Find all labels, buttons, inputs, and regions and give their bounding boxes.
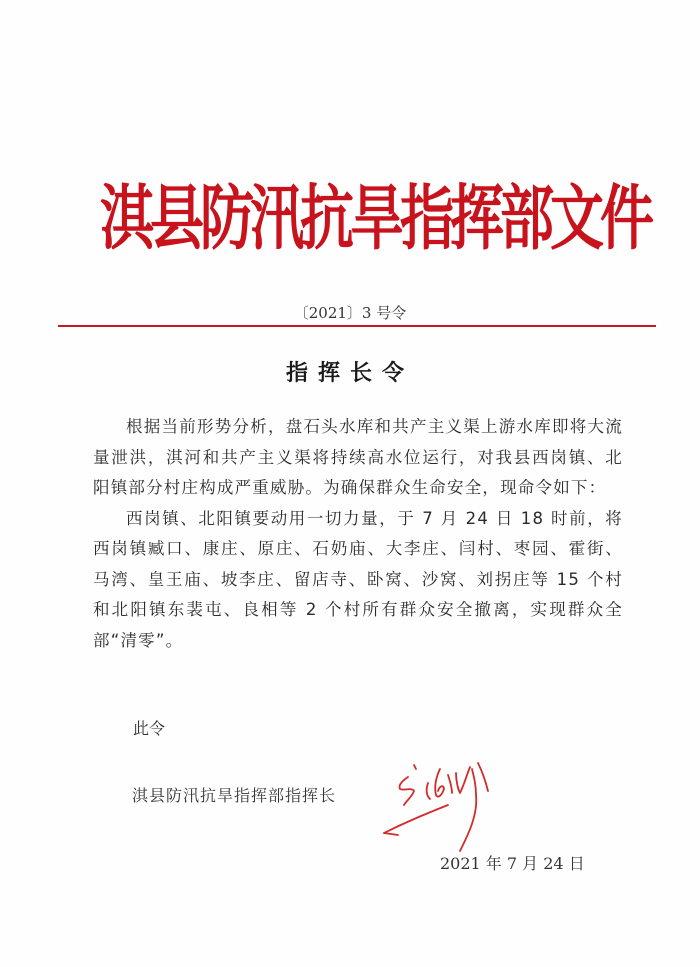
order-title: 指挥长令 — [285, 360, 414, 386]
order-body — [93, 412, 623, 656]
header-divider — [58, 325, 656, 327]
closing-text: 此令 — [133, 719, 166, 738]
document-number: 〔2021〕3 号令 — [293, 304, 407, 322]
body-paragraph: 根据当前形势分析，盘石头水库和共产主义渠上游水库即将大流量泄洪，淇河和共产主义渠将持续高水位运行，对我县西岗镇、北阳镇部分村庄构成严重威胁。为确保群众生命安全，现命令如下： — [93, 417, 623, 497]
signature-icon — [378, 755, 523, 855]
signer-title: 淇县防汛抗旱指挥部指挥长 — [132, 786, 337, 805]
issue-date: 2021 年 7 月 24 日 — [440, 854, 585, 873]
document-header-title: 淇县防汛抗旱指挥部文件 — [100, 176, 650, 260]
body-paragraph: 西岗镇、北阳镇要动用一切力量，于 7 月 24 日 18 时前，将西岗镇臧口、康庄、原庄、石奶庙、大李庄、闫村、枣园、霍街、马湾、皇王庙、坡李庄、留店寺、卧窝、沙窝、刘拐庄等 15 个村和北阳镇东裴屯、良相等 2 个村所有群众安全撤离，实现群众全部“清零”。 — [93, 508, 623, 650]
